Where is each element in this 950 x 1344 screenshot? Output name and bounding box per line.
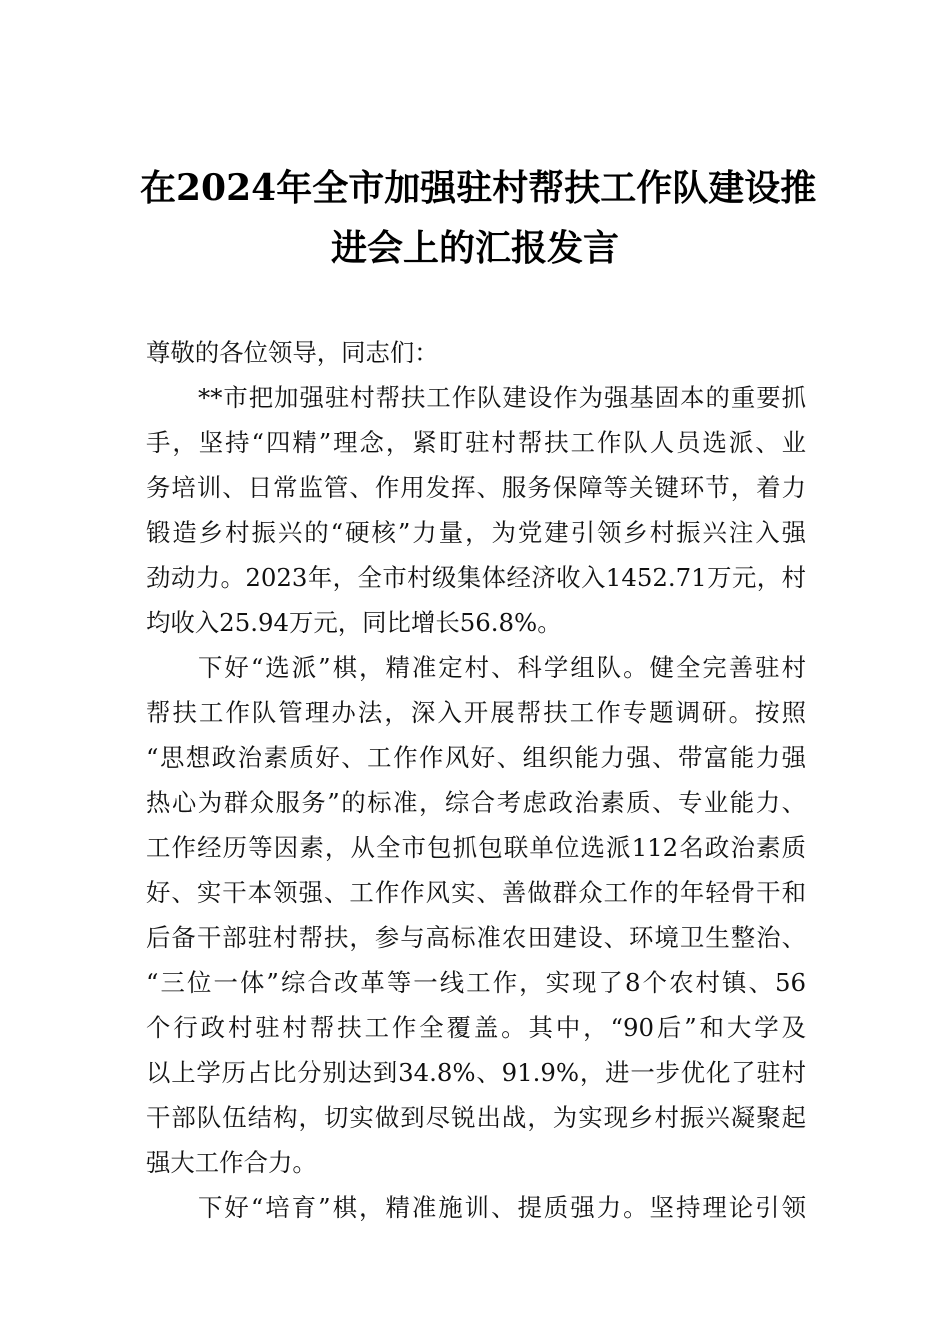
paragraph-1-line-3: 务培训、日常监管、作用发挥、服务保障等关键环节，着力: [146, 473, 806, 502]
paragraph-2-line-9: 个行政村驻村帮扶工作全覆盖。其中，“90后”和大学及: [146, 1013, 806, 1042]
paragraph-2-line-3: “思想政治素质好、工作作风好、组织能力强、带富能力强: [146, 743, 806, 772]
paragraph-1-line-2: 手，坚持“四精”理念，紧盯驻村帮扶工作队人员选派、业: [146, 428, 806, 457]
paragraph-2-line-11: 干部队伍结构，切实做到尽锐出战，为实现乡村振兴凝聚起: [146, 1103, 806, 1132]
salutation: 尊敬的各位领导，同志们：: [146, 338, 439, 367]
paragraph-2-line-1: 下好“选派”棋，精准定村、科学组队。健全完善驻村: [198, 653, 806, 682]
paragraph-2-line-6: 好、实干本领强、工作作风实、善做群众工作的年轻骨干和: [146, 878, 806, 907]
paragraph-2-line-4: 热心为群众服务”的标准，综合考虑政治素质、专业能力、: [146, 788, 806, 817]
document-body: [146, 330, 806, 1230]
paragraph-2-line-10: 以上学历占比分别达到34.8%、91.9%，进一步优化了驻村: [146, 1058, 806, 1087]
paragraph-2-line-8: “三位一体”综合改革等一线工作，实现了8个农村镇、56: [146, 968, 806, 997]
paragraph-2-line-5: 工作经历等因素，从全市包抓包联单位选派112名政治素质: [146, 833, 806, 862]
paragraph-1-line-5: 劲动力。2023年，全市村级集体经济收入1452.71万元，村: [146, 563, 806, 592]
document-title: [140, 158, 817, 278]
paragraph-1-line-6: 均收入25.94万元，同比增长56.8%。: [146, 608, 562, 637]
title-line-1: 在2024年全市加强驻村帮扶工作队建设推: [140, 167, 817, 209]
title-line-2: 进会上的汇报发言: [330, 227, 619, 269]
paragraph-1-line-4: 锻造乡村振兴的“硬核”力量，为党建引领乡村振兴注入强: [146, 518, 806, 547]
paragraph-2-line-2: 帮扶工作队管理办法，深入开展帮扶工作专题调研。按照: [146, 698, 806, 727]
paragraph-3-line-1: 下好“培育”棋，精准施训、提质强力。坚持理论引领: [198, 1193, 806, 1222]
paragraph-2-line-12: 强大工作合力。: [146, 1148, 317, 1177]
paragraph-1-line-1: **市把加强驻村帮扶工作队建设作为强基固本的重要抓: [198, 383, 806, 412]
paragraph-2-line-7: 后备干部驻村帮扶，参与高标准农田建设、环境卫生整治、: [146, 923, 806, 952]
